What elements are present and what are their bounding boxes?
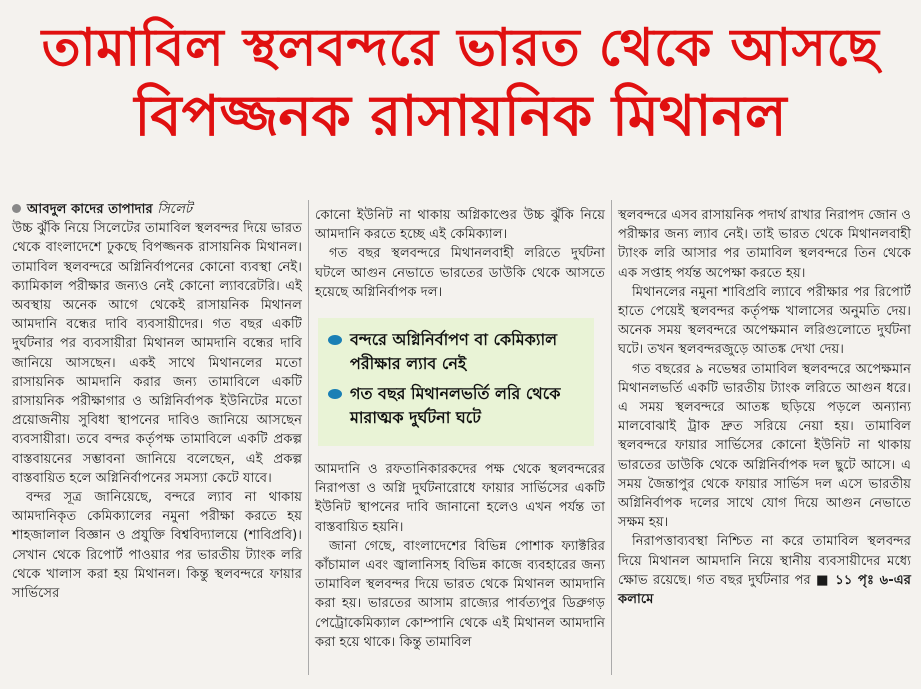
bullet-icon [328, 335, 342, 345]
column-divider [308, 200, 309, 675]
column-2 [315, 206, 605, 302]
headline-line-2: বিপজ্জনক রাসায়নিক মিথানল [134, 84, 787, 149]
continued-jump: ■ ১১ পৃঃ ৬-এর কলামে [618, 572, 912, 608]
byline [12, 200, 302, 219]
bullet-icon [328, 389, 342, 399]
paragraph: আমদানি ও রফতানিকারকদের পক্ষ থেকে স্থলবন্দরের নিরাপত্তা ও অগ্নি দুর্ঘটনারোধে ফায়ার সার্ভিসের একটি ইউনিট স্থাপনের দাবি জানানো হলেও এখন পর্যন্ত তা বাস্তবায়িত হয়নি। [315, 462, 605, 535]
paragraph: গত বছরের ৯ নভেম্বর তামাবিল স্থলবন্দরে অপেক্ষমান মিথানলভর্তি একটি ভারতীয় ট্যাংক লরিতে আগুন ধরে। এ সময় স্থলবন্দরে আতঙ্ক ছড়িয়ে পড়লে অন্যান্য মালবোঝাই ট্রাক দ্রুত সরিয়ে নেয়া হয়। তামাবিল স্থলবন্দরে ফায়ার সার্ভিসের কোনো ইউনিট না থাকায় ভারতের ডাউকি থেকে অগ্নিনির্বাপক দল ছুটে আসে। এ সময় জৈন্তাপুর থেকে ফায়ার সার্ভিস দল এসে ভারতীয় অগ্নিনির্বাপক দলের সাথে যোগ দিয়ে আগুন নেভাতে সক্ষম হয়। [618, 361, 911, 531]
paragraph: জানা গেছে, বাংলাদেশের বিভিন্ন পোশাক ফ্যাক্টরির কাঁচামাল এবং জ্বালানিসহ বিভিন্ন কাজে ব্যবহারের জন্য তামাবিল স্থলবন্দর দিয়ে ভারত থেকে মিথানল আমদানি করা হয়। ভারতের আসাম রাজ্যের পার্বত্যপুর ডিব্রুগড় পেট্রোকেমিক্যাল কোম্পানি থেকে এই মিথানল আমদানি করা হয়ে থাকে। কিন্তু তামাবিল [315, 538, 605, 650]
paragraph: উচ্চ ঝুঁকি নিয়ে সিলেটের তামাবিল স্থলবন্দর দিয়ে ভারত থেকে বাংলাদেশে ঢুকছে বিপজ্জনক রাসায়নিক মিথানল। তামাবিল স্থলবন্দরে অগ্নিনির্বাপনের কোনো ব্যবস্থা নেই। ক্যামিকাল পরীক্ষার জন্যও নেই কোনো ল্যাবরেটরি। এই অবস্থায় অনেক আগে থেকেই রাসায়নিক মিথানল আমদানি বন্ধের দাবি ব্যবসায়ীদের। গত বছর একটি দুর্ঘটনার পর ব্যবসায়ীরা মিথানল আমদানি বন্ধের দাবি জানিয়ে আসছেন। একই সাথে মিথানলের মতো রাসায়নিক আমদানি করার জন্য তামাবিলে একটি রাসায়নিক পরীক্ষাগার ও অগ্নিনির্বাপক ইউনিটের মতো প্রয়োজনীয় সুবিধা স্থাপনের দাবিও জানিয়ে আসছেন ব্যবসায়ীরা। তবে বন্দর কর্তৃপক্ষ তামাবিলে একটি প্রকল্প বাস্তবায়নের সম্ভাবনা জানিয়ে বলেছেন, এই প্রকল্প বাস্তবায়িত হলে অগ্নিনির্বাপনের সমস্যা কেটে যাবে। [12, 221, 302, 486]
highlight-item: গত বছর মিথানলভর্তি লরি থেকে মারাত্মক দুর্ঘটনা ঘটে [318, 380, 594, 434]
column-1 [12, 200, 302, 603]
paragraph: বন্দর সূত্র জানিয়েছে, বন্দরে ল্যাব না থাকায় আমদানিকৃত কেমিক্যালের নমুনা পরীক্ষা করতে হয় শাহজালাল বিজ্ঞান ও প্রযুক্তি বিশ্ববিদ্যালয়ে (শাবিপ্রবি)। সেখান থেকে রিপোর্ট পাওয়ার পর ভারতীয় ট্যাংক লরি থেকে খালাস করা হয় মিথানল। কিন্তু স্থলবন্দরে ফায়ার সার্ভিসের [12, 490, 302, 602]
highlight-box [318, 318, 594, 446]
location: সিলেট [157, 202, 193, 217]
paragraph: নিরাপত্তাব্যবস্থা নিশ্চিত না করে তামাবিল স্থলবন্দর দিয়ে মিথানল আমদানি নিয়ে স্থানীয় ব্যবসায়ীদের মধ্যে ক্ষোভ রয়েছে। গত বছর দুর্ঘটনার পর ■ ১১ পৃঃ ৬-এর কলামে [618, 534, 912, 608]
column-3 [618, 206, 911, 609]
bullet-icon [12, 204, 21, 213]
column-divider [611, 200, 612, 675]
paragraph: মিথানলের নমুনা শাবিপ্রবি ল্যাবে পরীক্ষার পর রিপোর্ট হাতে পেয়েই স্থলবন্দর কর্তৃপক্ষ খালাসের অনুমতি দেয়। অনেক সময় স্থলবন্দরে অপেক্ষমান লরিগুলোতে দুর্ঘটনা ঘটে। তখন স্থলবন্দরজুড়ে আতঙ্ক দেখা দেয়। [618, 284, 911, 358]
headline-line-1: তামাবিল স্থলবন্দরে ভারত থেকে আসছে [41, 18, 880, 78]
paragraph: গত বছর স্থলবন্দরে মিথানলবাহী লরিতে দুর্ঘটনা ঘটলে আগুন নেভাতে ভারতের ডাউকি থেকে আসতে হয়েছে অগ্নিনির্বাপক দল। [315, 246, 605, 300]
headline [0, 18, 921, 150]
column-2-continued [315, 460, 605, 652]
highlight-item: বন্দরে অগ্নিনির্বাপণ বা কেমিক্যাল পরীক্ষার ল্যাব নেই [318, 326, 594, 380]
author: আবদুল কাদের তাপাদার [27, 202, 153, 217]
paragraph: স্থলবন্দরে এসব রাসায়নিক পদার্থ রাখার নিরাপদ জোন ও পরীক্ষার জন্য ল্যাব নেই। তাই ভারত থেকে মিথানলবাহী ট্যাংক লরি আসার পর তামাবিল স্থলবন্দরে তিন থেকে এক সপ্তাহ পর্যন্ত অপেক্ষা করতে হয়। [618, 208, 911, 281]
paragraph: কোনো ইউনিট না থাকায় অগ্নিকাণ্ডের উচ্চ ঝুঁকি নিয়ে আমদানি করতে হচ্ছে এই কেমিক্যাল। [315, 208, 605, 243]
